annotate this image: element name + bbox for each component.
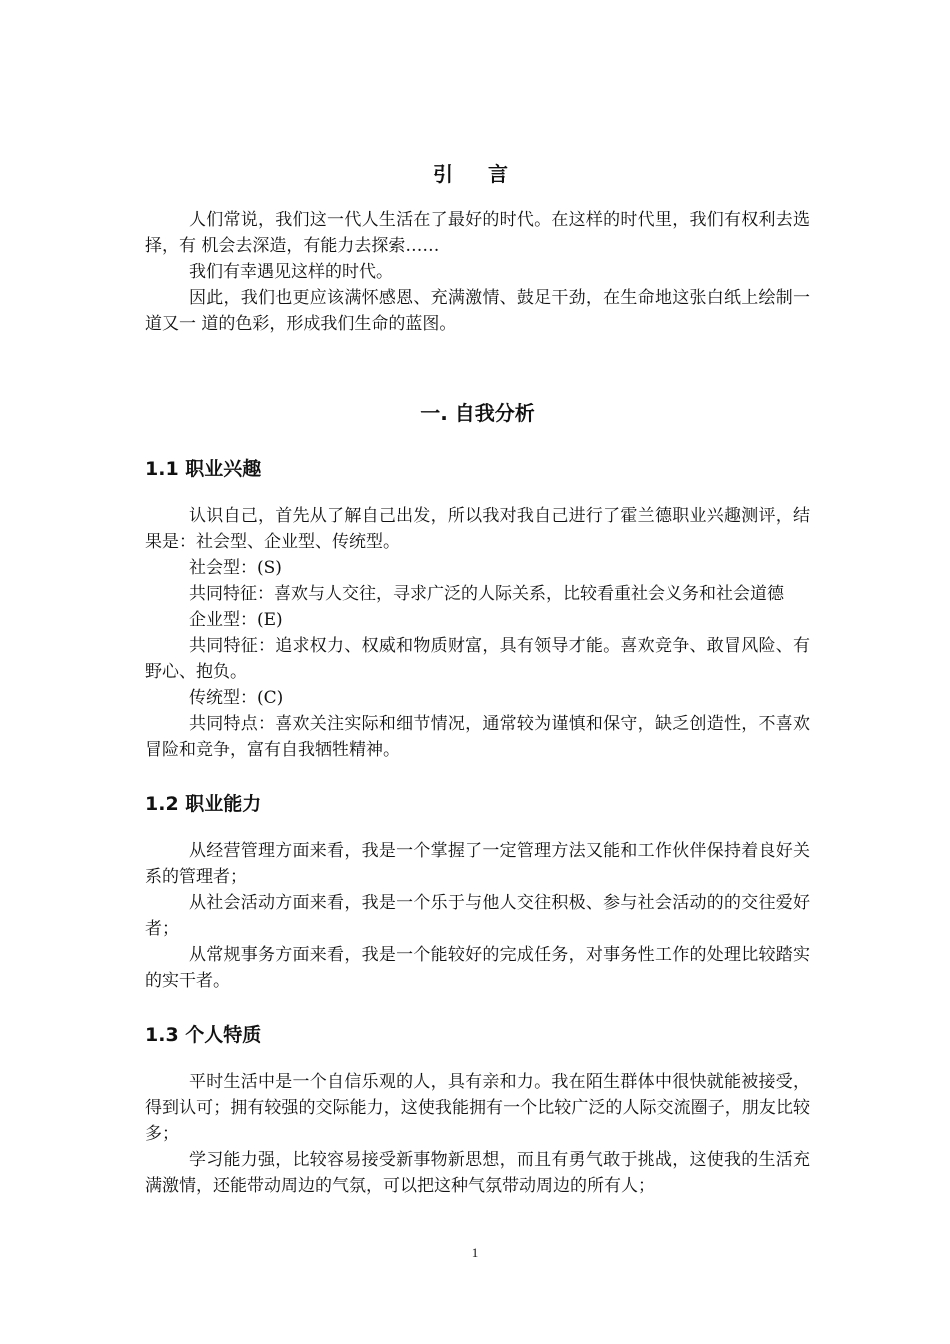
paragraph: 共同特征：喜欢与人交往，寻求广泛的人际关系，比较看重社会义务和社会道德 [189, 584, 784, 604]
paragraph: 认识自己，首先从了解自己出发，所以我对我自己进行了霍兰德职业兴趣测评，结果是：社会型、企业型、传统型。 [145, 506, 810, 552]
paragraph: 传统型：(C) [189, 688, 284, 708]
page-number: 1 [471, 1245, 479, 1260]
subsection-title-career-interest: 1.1 职业兴趣 [145, 458, 262, 480]
intro-paragraph: 因此，我们也更应该满怀感恩、充满激情、鼓足干劲，在生命地这张白纸上绘制一道又一 道的色彩，形成我们生命的蓝图。 [145, 288, 810, 334]
page-content [145, 150, 810, 1199]
paragraph: 学习能力强，比较容易接受新事物新思想，而且有勇气敢于挑战，这使我的生活充满激情，还能带动周边的气氛，可以把这种气氛带动周边的所有人； [145, 1150, 810, 1196]
subsection-title-career-ability: 1.2 职业能力 [145, 793, 262, 815]
intro-paragraph: 人们常说，我们这一代人生活在了最好的时代。在这样的时代里，我们有权利去选择，有 机会去深造，有能力去探索…… [145, 210, 810, 256]
intro-paragraph: 我们有幸遇见这样的时代。 [189, 262, 393, 282]
paragraph: 共同特征：追求权力、权威和物质财富，具有领导才能。喜欢竞争、敢冒风险、有野心、抱负。 [145, 636, 810, 682]
paragraph: 从经营管理方面来看，我是一个掌握了一定管理方法又能和工作伙伴保持着良好关系的管理者； [145, 841, 810, 887]
paragraph: 共同特点：喜欢关注实际和细节情况，通常较为谨慎和保守，缺乏创造性，不喜欢冒险和竞争，富有自我牺牲精神。 [145, 714, 810, 760]
paragraph: 社会型：(S) [189, 558, 282, 578]
paragraph: 平时生活中是一个自信乐观的人，具有亲和力。我在陌生群体中很快就能被接受，得到认可；拥有较强的交际能力，这使我能拥有一个比较广泛的人际交流圈子，朋友比较多； [145, 1072, 810, 1144]
paragraph: 从常规事务方面来看，我是一个能较好的完成任务，对事务性工作的处理比较踏实的实干者。 [145, 945, 810, 991]
paragraph: 企业型：(E) [189, 610, 283, 630]
intro-title: 引 言 [433, 162, 522, 186]
paragraph: 从社会活动方面来看，我是一个乐于与他人交往积极、参与社会活动的的交往爱好者； [145, 893, 810, 939]
section-title: 一. 自我分析 [420, 401, 535, 425]
subsection-title-personal-traits: 1.3 个人特质 [145, 1024, 262, 1046]
